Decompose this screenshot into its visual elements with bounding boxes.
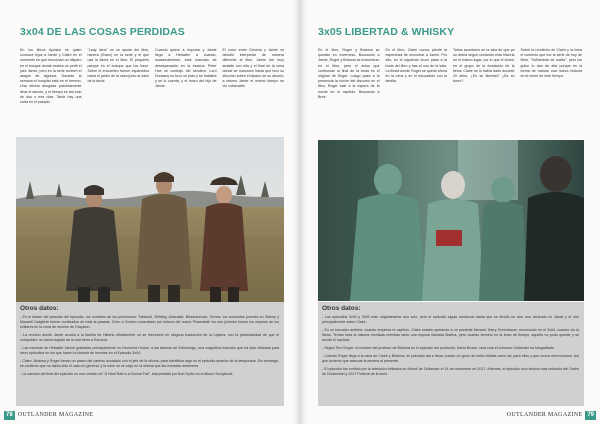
left-notes-title: Otros datos: [20,305,59,312]
right-notes-list [322,315,579,380]
list-item: - Los episodios 3x04 y 3x05 eran originalmente uno solo, pero el episodio siguió creciendo hasta que se dividió en dos: uno centrado en Jamie y el otro principalmente sobre Claire. [322,315,579,325]
right-magazine-name: OUTLANDER MAGAZINE [506,412,583,418]
list-item: - En el teaser del episodio del episodio, los nombres de los prisioneros: Tobacchi, Bühling, Aldrcaste, Bhadrannuan, Ormes, los conocidos jovenes en Sidney y Maxwell Dalgleish fueron confinados de toda la pasada. Chen a Gordon consultado por fortuna del nuevo Pinaxdeall: los dos jóvenes fueron los mejores de los militares en la zona de reunión de Grayston. [20,315,279,330]
left-magazine-name: OUTLANDER MAGAZINE [17,412,94,418]
list-item: - Cuando Roger llega a la casa de Claire y Brianna, en principio iba a llevar puesto un gorro de estilo Adidas como tal, para ellos y que nunca mencionaron. Así que tuvieron que adecuar la escena al presente. [322,353,579,363]
left-notes-list [20,315,279,380]
left-page-title: 3x04 DE LAS COSAS PERDIDAS [20,26,185,38]
right-column-4: Sobre la rendición de Claire y la línea el contexto que fue la serie de hoy de Bree, "Soñándote de vuelta", pero los guion lo dan de alta porque es la forma de marcar una nueva historia en el cierre de este tiempo. [520,48,582,79]
left-article-columns [20,48,284,105]
left-photo-field-scene [16,137,284,302]
right-notes-box [318,302,584,406]
right-page-number: 79 [587,411,594,418]
right-page [300,0,600,424]
left-column-1: En los libros Apóstol es quien conduce lejos a Jamie y Claire en el momento en que escuchan un disparo en el bosque donde realiza un perfil el juez Jamie, pero en la serie reciben el ataque de algunos. Durante la semana el hospital está en el terreno. Una oficina abogada prácticamente lleva el asunto, y el tiempo es tan solo de dos o tres días. Tarde hay una carta en el pasado. [20,48,82,105]
left-column-2: "Lady Jane" es un apodo del libro, hanera (Gwen) en la serie y el que usa la llama en el libro. El pequeño parque en el bosque que los hace. Sobre el encuentro fueron esparcidos hacia el jardín de la casa junto al calor de la tarde. [87,48,149,84]
left-column-4: El curro entre Geneva y Jamie se decidió interpretar de manera diferente al libro. Jamie fue muy amable con ella y el final de la cena donde se marcaron hasta que hizo su elección sobre el tabaco de su abuelo; a mismo Jamie el mismo tiempo se vio vulnerable. [222,48,284,89]
right-column-1: En el libro, Roger y Brianna se quedan en Inverness. Buscando a Jamie, Roger y Brianna se encuentran en el libro, pero el aviso que conforman al final de la boda es el original de Roger. Luego pasa a la presencia la noche del discurso en el libro, Roger sale a la espera de la noche en el capítulo. Buscando a Bree. [318,48,380,99]
right-column-3: Todos acordaron en la sala de que ya no debía seguir contando esta historia en el mismo lugar, por lo que el doctor en el grupo de la fundación de la tierra: Claire se lo había dado durante 20 años. ¿Es su libertad? ¿Es su turno? [453,48,515,84]
left-page-number: 78 [6,411,13,418]
list-item: - El episodio fue emitido por la televisión británica en More4 de Outlander el 14 de noviembre en 2017. Además, el episodio tuvo lectura más reducida del Orden de Dunbonnet y 2017 Festival de la serie. [322,366,579,376]
right-page-title: 3x05 LIBERTAD & WHISKY [318,26,455,38]
right-notes-title: Otros datos: [322,305,361,312]
right-article-columns [318,48,582,100]
right-footer [504,410,596,420]
list-item: - Las escenas de Helwater fueron grabadas principalmente en Drumond House, a las afueras de Edimburgo, una magnífica mansión que ha sido utilizada para otros episodios en los que hacen la historia de Invertas en el Episodio 3x04. [20,346,279,356]
left-footer [4,410,96,420]
list-item: - La reunión donde Jamie acudía a la familia de Hiberia oficialmente no se mencionó en ninguna traducción de la Lejanía, con la particularidad de que el compositor no había viajado de la otra tierra a Escocia. [20,333,279,343]
list-item: - La canción del final del episodio es una versión de "A Hard Rain's a-Gonna Fall", interpretada por Bob Dylan en el álbum Scrapbook. [20,371,234,376]
list-item: - En un borrador anterior, cuando empieza el capítulo, Claire estaba operando a un paciente llamado Harry Greenbaum, reconocido en el 3x04, cuando vio la llama. Tenían toda la historia montada mientras tanto una esposa llamada Martha, pero cuando terminó en la línea de tiempo, aquello no pudo quedar y se acortó el capítulo. [322,327,579,343]
left-column-3: Cuando quiere a importar y Jamie llega a Helwater a cuando, ocasionalmente, está marcado de desesperación en la escena. Peter Hoe se contrajo del sendero. Lord Dunsany no tuvo un plan y se hablaba y se lo cuenta, y el mozo del hijo de Jamie. [155,48,217,89]
right-column-2: En el libro, Claire nunca pierde la esperanza de encontrar a Jamie. Por ello, en el siguiente cruce pasa a la boda del libro y tras el uso de la sala. La fiesta donde Roger se quedó ahora en la cena y en el escuadrón con la familia. [385,48,447,84]
left-notes-box [16,302,284,406]
right-photo-hospital-scene [318,140,584,301]
list-item: - Según Terri Dwyer, el nombre del profesor de Brianna en el episodio del productor, David Brown, será cual el universo Outlander ha fotografiado. [322,346,555,351]
list-item: - Claire, Brianna y Roger fuman un paseo del camino acordado con el jefe de la oficina, para identificar algo en el episodio anterior de la temporada. Sin embargo, se confirmó que no había sido el caso en general, y la nave no se cayó en la misma que las entradas anteriores. [20,358,279,369]
